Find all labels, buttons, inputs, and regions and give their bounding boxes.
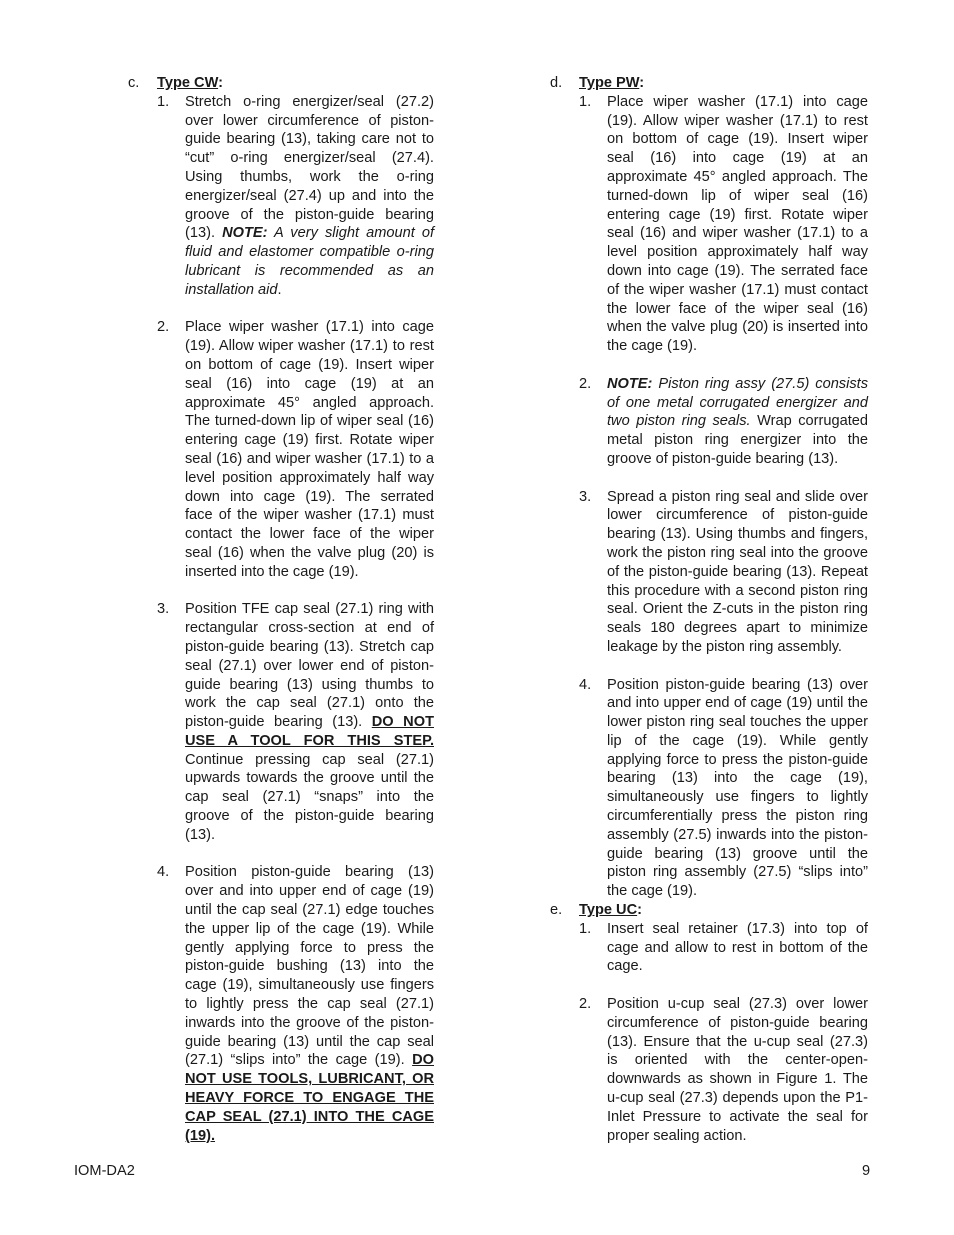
warning-text: DO NOT USE A TOOL FOR THIS STEP. bbox=[185, 714, 434, 749]
warning-text: DO NOT USE TOOLS, LUBRICANT, OR HEAVY FORCE TO ENGAGE THE CAP SEAL (27.1) INTO THE CAGE (19). bbox=[185, 1052, 434, 1144]
section-d-step-3 bbox=[550, 488, 868, 657]
step-number: 3. bbox=[579, 488, 592, 505]
step-number: 4. bbox=[157, 864, 170, 881]
step-text: Insert seal retainer (17.3) into top of cage and allow to rest in bottom of the cage. bbox=[607, 920, 868, 975]
left-column bbox=[128, 74, 434, 1145]
section-c-heading bbox=[128, 74, 434, 93]
section-d-title bbox=[579, 74, 644, 93]
section-c-step-2 bbox=[128, 318, 434, 581]
right-column bbox=[550, 74, 868, 1145]
step-end: . bbox=[277, 281, 282, 298]
step-number: 1. bbox=[579, 93, 592, 110]
section-e-step-2 bbox=[550, 995, 868, 1145]
section-c-step-4 bbox=[128, 863, 434, 1145]
section-e-letter: e. bbox=[550, 902, 563, 919]
step-text: Place wiper washer (17.1) into cage (19). Allow wiper washer (17.1) to rest on bottom of cage (19). Insert wiper seal (16) into cage (19) at an approximate 45° angled approach. The turned-down lip of wiper seal (16) entering cage (19) first. Rotate wiper seal (16) and wiper washer (17.1) to a level position approximately half way down into cage (19). The serrated face of the wiper washer (17.1) must contact the lower face of the wiper seal (16) when the valve plug (20) is inserted into the cage (19). bbox=[607, 93, 868, 355]
section-e-colon: : bbox=[637, 902, 642, 919]
step-body-after: Continue pressing cap seal (27.1) upwards towards the groove until the cap seal (27.1) “snaps” into the groove of the piston-guide bearing (13). bbox=[185, 751, 434, 843]
step-text: Position u-cup seal (27.3) over lower circumference of piston-guide bearing (13). Ensure that the u-cup seal (27.3) is oriented with the center-open-downwards as shown in Figure 1. The u-cup seal (27.3) depends upon the P1-Inlet Pressure to activate the seal for proper sealing action. bbox=[607, 996, 868, 1144]
section-e-step-1 bbox=[550, 920, 868, 976]
section-d-step-4 bbox=[550, 676, 868, 902]
section-e-title bbox=[579, 901, 642, 920]
section-d-colon: : bbox=[639, 75, 645, 91]
step-body: Wrap corrugated metal piston ring energizer into the groove of piston-guide bearing (13). bbox=[607, 413, 869, 467]
section-d-heading bbox=[550, 74, 868, 93]
step-body: Position piston-guide bearing (13) over and into upper end of cage (19) until the cap seal (27.1) edge touches the upper lip of the cage (19). While gently applying force to press the piston-guide bushing (13) into the cage (19), simultaneously use fingers to lightly press the cap seal (27.1) inwards into the groove of the piston-guide bearing (13) until the cap seal (27.1) “slips into” the cage (19). bbox=[185, 864, 434, 1069]
step-text bbox=[185, 93, 434, 300]
note-label: NOTE: bbox=[222, 225, 268, 242]
section-c-letter: c. bbox=[128, 75, 140, 91]
step-number: 2. bbox=[579, 996, 592, 1013]
note-label: NOTE: bbox=[607, 375, 653, 392]
note-text: Piston ring assy (27.5) consists of one metal corrugated energizer and two piston ring seals. bbox=[607, 375, 868, 430]
section-d-letter: d. bbox=[550, 75, 563, 91]
step-text bbox=[607, 375, 868, 469]
section-e-title-text: Type UC bbox=[579, 902, 638, 919]
step-number: 1. bbox=[579, 920, 592, 937]
section-d-steps bbox=[550, 93, 868, 901]
section-d-title-text: Type PW bbox=[579, 75, 640, 91]
section-c-step-3 bbox=[128, 600, 434, 844]
section-c-colon: : bbox=[218, 75, 223, 91]
footer-document-id: IOM-DA2 bbox=[74, 1163, 135, 1179]
step-text: Position piston-guide bearing (13) over and into upper end of cage (19) until the lower piston ring seal touches the upper lip of the cage (19). While gently applying force to press the piston-guide bearing (13) into the cage (19), simultaneously use fingers to lightly circumferentially press the piston ring assembly (27.5) inwards into the piston-guide bearing (13) groove until the piston ring assembly (27.5) “slips into” the cage (19). bbox=[607, 676, 868, 900]
step-text: Spread a piston ring seal and slide over lower circumference of piston-guide bearing (13). Using thumbs and fingers, work the piston ring seal into the groove of the piston-guide bearing (13). Repeat this procedure with a second piston ring seal. Orient the Z-cuts in the piston ring seals 180 degrees apart to minimize leakage by the piston ring assembly. bbox=[607, 488, 868, 655]
step-text bbox=[185, 600, 434, 844]
step-body: Stretch o-ring energizer/seal (27.2) over lower circumference of piston-guide bearing (13), taking care not to “cut” o-ring energizer/seal (27.4). Using thumbs, work the o-ring energizer/seal (27.4) up and into the groove of the piston-guide bearing (13). bbox=[185, 93, 434, 242]
step-text: Place wiper washer (17.1) into cage (19). Allow wiper washer (17.1) to rest on bottom of cage (19). Insert wiper seal (16) into cage (19) at an approximate 45° angled approach. The turned-down lip of wiper seal (16) entering cage (19) first. Rotate wiper seal (16) and wiper washer (17.1) to a level position approximately half way down into cage (19). The serrated face of the wiper washer (17.1) must contact the lower face of the wiper seal (16) when the valve plug (20) is inserted into the cage (19). bbox=[185, 319, 434, 580]
footer-page-number: 9 bbox=[862, 1163, 871, 1179]
step-text bbox=[185, 863, 434, 1145]
step-number: 1. bbox=[157, 93, 170, 110]
section-e-heading bbox=[550, 901, 868, 920]
section-c-title-text: Type CW bbox=[157, 75, 219, 91]
section-d-step-2 bbox=[550, 375, 868, 469]
step-number: 3. bbox=[157, 601, 170, 618]
step-number: 4. bbox=[579, 676, 592, 693]
section-c-title bbox=[157, 74, 223, 93]
section-d-step-1 bbox=[550, 93, 868, 356]
step-number: 2. bbox=[579, 375, 592, 392]
step-body: Position TFE cap seal (27.1) ring with rectangular cross-section at end of piston-guide bearing (13). Stretch cap seal (27.1) over lower end of piston-guide bearing (13) using thumbs to work the cap seal (27.1) onto the piston-guide bearing (13). bbox=[185, 601, 434, 731]
section-e-steps bbox=[550, 920, 868, 1146]
note-text: A very slight amount of fluid and elastomer compatible o-ring lubricant is recommended as an installation aid bbox=[185, 225, 435, 298]
step-number: 2. bbox=[157, 319, 170, 336]
section-c-step-1 bbox=[128, 93, 434, 300]
section-c-steps bbox=[128, 93, 434, 1146]
